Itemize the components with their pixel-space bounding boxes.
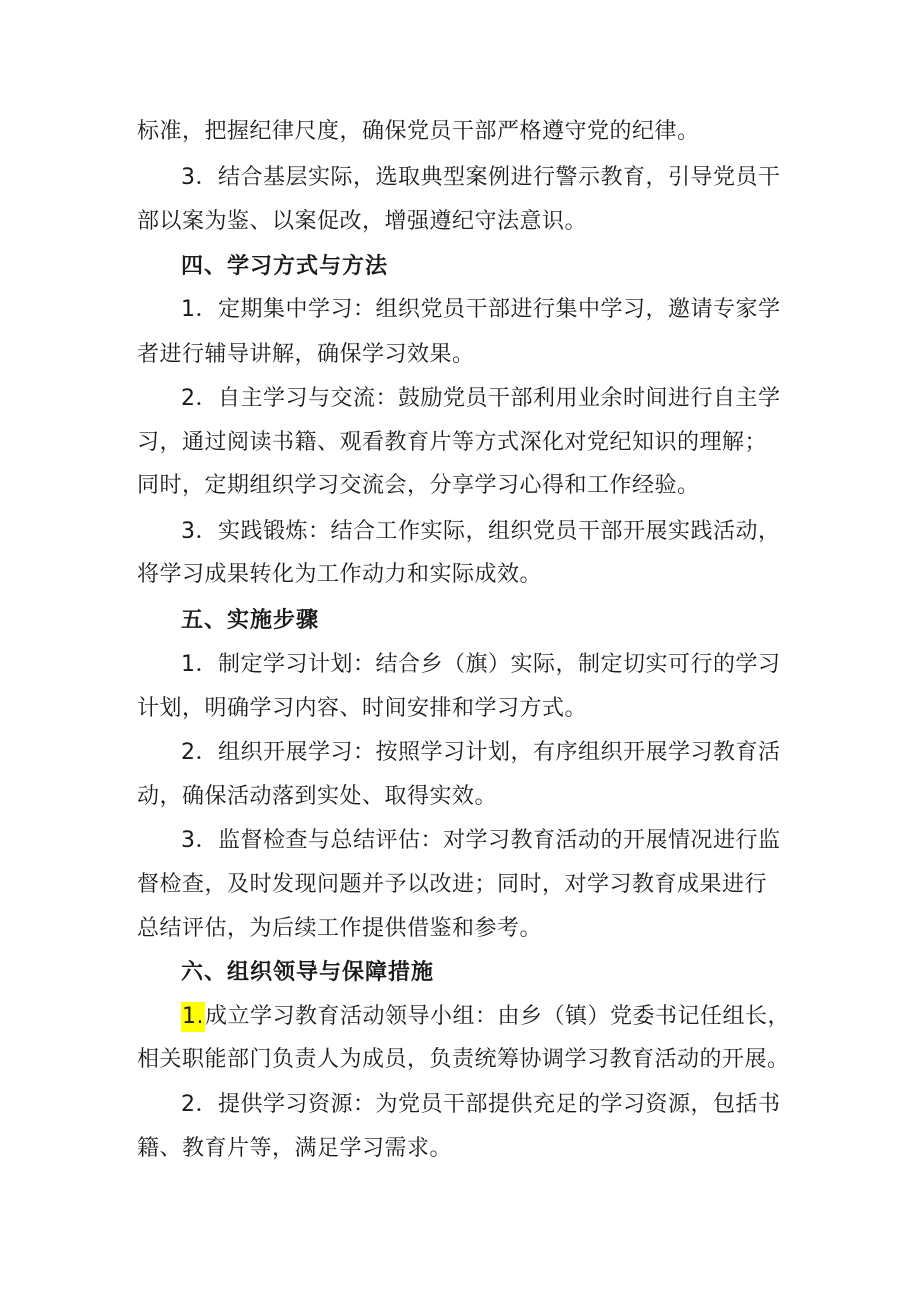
- paragraph-line: 者进行辅导讲解，确保学习效果。: [137, 342, 475, 367]
- paragraph-line: 1．制定学习计划：结合乡（旗）实际，制定切实可行的学习: [181, 652, 781, 677]
- highlighted-number: 1.: [181, 1002, 205, 1032]
- paragraph-line: 部以案为鉴、以案促改，增强遵纪守法意识。: [137, 209, 588, 234]
- paragraph-line: 计划，明确学习内容、时间安排和学习方式。: [137, 696, 588, 721]
- paragraph-line: 2．自主学习与交流：鼓励党员干部利用业余时间进行自主学: [181, 386, 781, 411]
- paragraph-line: 同时，定期组织学习交流会，分享学习心得和工作经验。: [137, 473, 700, 498]
- paragraph-text: 成立学习教育活动领导小组：由乡（镇）党委书记任组长，: [205, 1004, 791, 1029]
- paragraph-line: 3．结合基层实际，选取典型案例进行警示教育，引导党员干: [181, 165, 781, 190]
- paragraph-line: 标准，把握纪律尺度，确保党员干部严格遵守党的纪律。: [137, 119, 700, 144]
- paragraph-line: 相关职能部门负责人为成员，负责统筹协调学习教育活动的开展。: [137, 1047, 790, 1072]
- paragraph-line: 3．监督检查与总结评估：对学习教育活动的开展情况进行监: [181, 828, 781, 853]
- paragraph-line: 2．组织开展学习：按照学习计划，有序组织开展学习教育活: [181, 740, 781, 765]
- section-heading: 六、组织领导与保障措施: [181, 960, 435, 985]
- section-heading: 五、实施步骤: [181, 608, 320, 633]
- paragraph-line: 1．定期集中学习：组织党员干部进行集中学习，邀请专家学: [181, 297, 781, 322]
- paragraph-line: 籍、教育片等，满足学习需求。: [137, 1136, 453, 1161]
- paragraph-line: 督检查，及时发现问题并予以改进；同时，对学习教育成果进行: [137, 872, 768, 897]
- paragraph-line: 习，通过阅读书籍、观看教育片等方式深化对党纪知识的理解；: [137, 430, 768, 455]
- paragraph-line: 总结评估，为后续工作提供借鉴和参考。: [137, 916, 543, 941]
- section-heading: 四、学习方式与方法: [181, 254, 389, 279]
- paragraph-line: [181, 1002, 920, 1032]
- paragraph-line: 2．提供学习资源：为党员干部提供充足的学习资源，包括书: [181, 1092, 781, 1117]
- paragraph-line: 动，确保活动落到实处、取得实效。: [137, 784, 498, 809]
- paragraph-line: 3．实践锻炼：结合工作实际，组织党员干部开展实践活动，: [181, 519, 781, 544]
- paragraph-line: 将学习成果转化为工作动力和实际成效。: [137, 562, 543, 587]
